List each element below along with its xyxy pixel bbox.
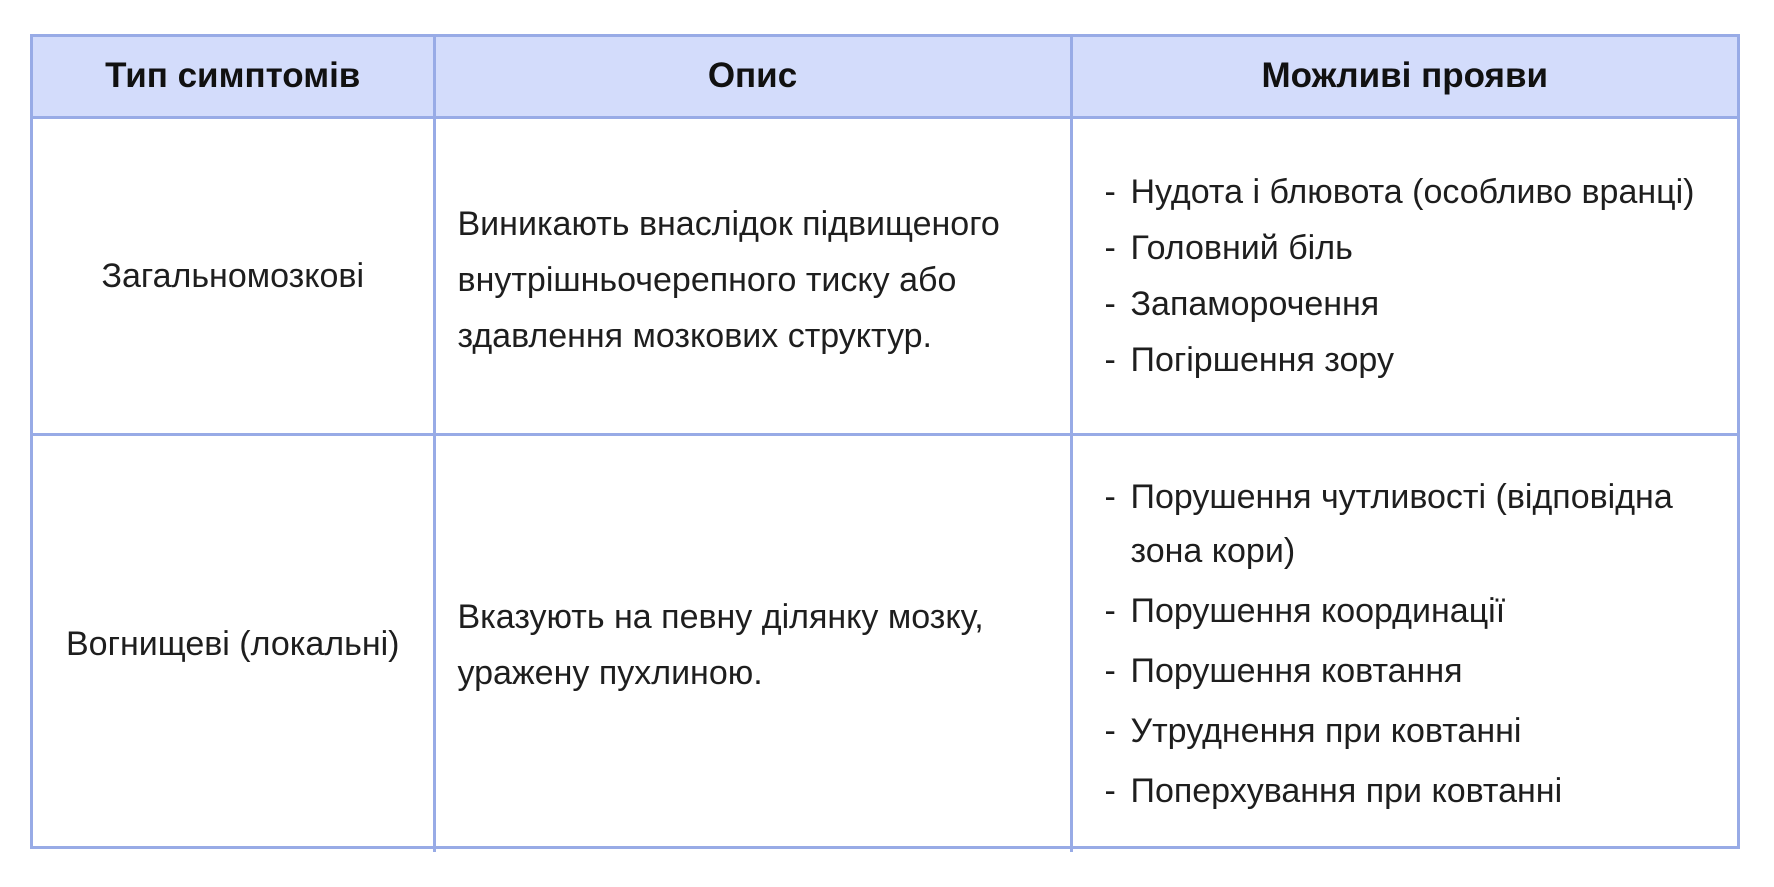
symptoms-table [30,34,1740,849]
manifestation-text: Порушення ковтання [1130,651,1463,690]
header-manifestations: Можливі прояви [1071,37,1737,117]
list-item [1105,220,1728,276]
table-row [33,434,1737,852]
manifestation-text: Запаморочення [1130,284,1380,323]
symptoms-table-grid [33,37,1737,852]
list-item [1105,584,1728,638]
bullet-dash: - [1104,591,1116,630]
manifestation-text: Порушення чутливості (відповідна зона кори) [1130,477,1673,570]
header-row [33,37,1737,117]
bullet-dash: - [1104,228,1116,267]
symptom-type-cell: Вогнищеві (локальні) [33,434,434,852]
description-cell: Вказують на певну ділянку мозку, уражену пухлиною. [434,434,1071,852]
manifestation-text: Утруднення при ковтанні [1130,711,1522,750]
bullet-dash: - [1104,477,1116,516]
bullet-dash: - [1104,771,1116,810]
manifestations-list [1105,470,1728,818]
list-item [1105,332,1728,388]
bullet-dash: - [1104,172,1116,211]
bullet-dash: - [1104,651,1116,690]
bullet-dash: - [1104,711,1116,750]
bullet-dash: - [1104,340,1116,379]
manifestation-text: Поперхування при ковтанні [1130,771,1563,810]
manifestation-text: Погіршення зору [1130,340,1394,379]
manifestations-list [1105,164,1728,388]
manifestation-text: Порушення координації [1130,591,1506,630]
list-item [1105,276,1728,332]
manifestation-text: Головний біль [1130,228,1353,267]
list-item [1105,470,1728,578]
manifestations-cell [1071,117,1737,434]
description-cell: Виникають внаслідок підвищеного внутрішньочерепного тиску або здавлення мозкових структур. [434,117,1071,434]
header-symptom-type: Тип симптомів [33,37,434,117]
list-item [1105,644,1728,698]
list-item [1105,704,1728,758]
list-item [1105,164,1728,220]
bullet-dash: - [1104,284,1116,323]
list-item [1105,764,1728,818]
table-row [33,117,1737,434]
symptom-type-cell: Загальномозкові [33,117,434,434]
manifestation-text: Нудота і блювота (особливо вранці) [1130,172,1695,211]
header-description: Опис [434,37,1071,117]
manifestations-cell [1071,434,1737,852]
